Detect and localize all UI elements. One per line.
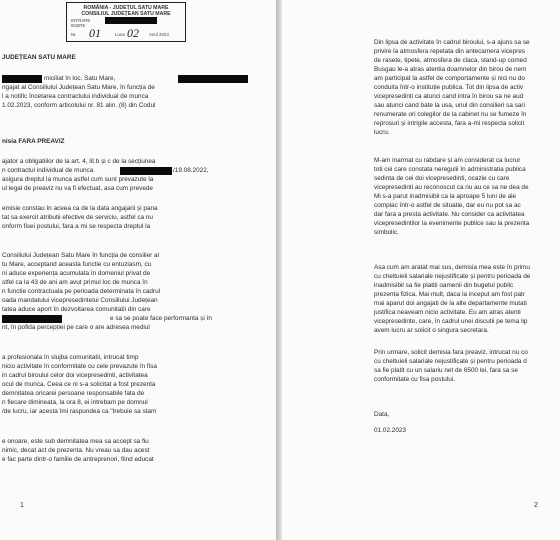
stamp-number-redaction [105, 17, 157, 24]
document-page-1 [0, 0, 276, 540]
doc-line: n fiecare dimineata, la ora 8, ei intrebam pe domnul [2, 399, 148, 406]
stamp-iesire-label: IEȘIRE [71, 23, 86, 28]
doc-line: /de lucru, iar acesta îmi raspundea ca "trebuie sa stam [2, 408, 157, 415]
doc-line: ni aduce experiența acumulata în domeniul privat de [2, 270, 151, 277]
doc-line: Consiliului Județean Satu Mare în funcția de consilier al [2, 252, 160, 259]
doc-line: n functie contractuala pe perioada determinata în cadrul [2, 288, 161, 295]
doc-line: de rasete, tipete, atmosfera de claca, stand-up comed [374, 57, 527, 64]
stamp-year: Anul 2023 [149, 32, 169, 37]
stamp-day: 01 [89, 26, 101, 40]
doc-line: e sa se poate face performanta și în [110, 315, 212, 322]
redaction [2, 75, 42, 83]
stamp-line-1: ROMÂNIA - JUDEȚUL SATU MARE [83, 5, 169, 11]
doc-line: nisia FARA PREAVIZ [2, 138, 65, 145]
doc-line: n contractul individual de munca [2, 167, 94, 174]
registration-stamp [66, 2, 186, 42]
doc-line: vicepresedinti ca atunci cand intra în birou sa ne aud [374, 93, 524, 100]
doc-line: justifica neaveam nicio activitate. Eu am atras atenti [374, 309, 521, 316]
doc-line: /19.08.2022, [173, 167, 209, 174]
doc-line: Din lipsa de activitate în cadrul biroului, s-a ajuns sa se [374, 39, 530, 46]
date-value: 01.02.2023 [374, 427, 406, 434]
doc-line: conduita într-o instituție publica. Tot din lipsa de activ [374, 84, 524, 91]
document-page-2 [282, 0, 560, 540]
doc-line: e onoare, este sub demnitatea mea sa accept sa fiu [2, 438, 149, 445]
doc-line: 1.02.2023, conform articolului nr. 81 alin. (8) din Codul [2, 102, 156, 109]
doc-line: ajator a obligatiilor de la art. 4, lit.b și c de la secțiunea [2, 158, 156, 165]
redaction [120, 167, 172, 175]
doc-line: cu cheltuieli salariale nejustificate și pentru perioada d [374, 358, 527, 365]
doc-line: privire la atmosfera repetata din antecamera vicepres [374, 48, 525, 55]
doc-line: Asa cum am aratat mai sus, demisia mea este în primu [374, 264, 530, 271]
doc-line: Busgau le-a atras atentia doamnelor din birou de nem [374, 66, 527, 73]
doc-line: a profesionala în slujba comunitatii, intrucat timp [2, 354, 139, 361]
doc-line: Prin urmare, solicit demisia fara preaviz, intrucat nu co [374, 349, 528, 356]
doc-line: dar fara a presta activitate. Nu consider ca activitatea [374, 211, 525, 218]
doc-line: ngajat al Consiliului Județean Satu Mare, în funcția de [2, 84, 155, 91]
doc-line: ul legal de preaviz nu va fi efectuat, asa cum prevede [2, 185, 153, 192]
page-number: 2 [534, 502, 538, 509]
doc-line: JUDEȚEAN SATU MARE [2, 54, 76, 61]
doc-line: avem lucru ar solicit o singura secretara. [374, 327, 489, 334]
doc-line: M-am inarmat cu rabdare și am considerat ca lucrur [374, 157, 521, 164]
doc-line: miciliat în loc. Satu Mare, [44, 75, 116, 82]
redaction [2, 315, 62, 323]
doc-line: renumerate ori colegilor de la cabinet nu se fumeze în [374, 111, 527, 118]
doc-line: stfel ca la 43 de ani am avut primul loc de munca în [2, 279, 148, 286]
doc-line: tatea aduce aport în dezvoltarea comunitatii din care [2, 306, 151, 313]
doc-line: conformitate cu fisa postului. [374, 376, 455, 383]
doc-line: vicepresedinti au reconoscut ca nu au ce sa ne dea de [374, 184, 529, 191]
doc-line: toti cei care constata neregulii în administratia publica [374, 166, 526, 173]
doc-line: Mi s-a parut inadmisibil ca la aproape 5 luni de ale [374, 193, 517, 200]
page-number: 1 [20, 502, 24, 509]
redaction [178, 75, 248, 83]
doc-line: sa fie platit cu un salariu net de 6500 lei, fara sa se [374, 367, 518, 374]
doc-line: in cadrul biroului celor doi vicepresedinti, activitatea [2, 372, 148, 379]
doc-line: nt, în pofida percepției pe care o are adresea mediul [2, 324, 150, 331]
doc-line: reprosuri și intrigile accesta, fara a-mi respecta solicit [374, 120, 525, 127]
doc-line: ocul de munca. Ceea ce ni s-a solicitat a fost prezenta [2, 381, 156, 388]
stamp-line-2: CONSILIUL JUDEȚEAN SATU MARE [81, 11, 171, 17]
doc-line: mai aparut doi angajati de la alte departamente mutati [374, 300, 527, 307]
doc-line: nimic, decat act de prezenta. Nu vreau sa dau acest [2, 447, 150, 454]
doc-line: sau atunci cand bate la usa, unul din consilieri sa sari [374, 102, 525, 109]
doc-line: cu cheltuieli salariale nejustificate și pentru perioada de [374, 273, 531, 280]
doc-line: nicio activitate în conformitate cu cele prevazute în fisa [2, 363, 157, 370]
stamp-intrare-label: INTRARE [71, 18, 91, 23]
date-label: Data, [374, 411, 390, 418]
doc-line: complac într-o astfel de situatie, dar eu nu pot sa ac [374, 202, 521, 209]
doc-line: vicepresedintilor la evenimente publice sau la prezenta [374, 220, 530, 227]
stamp-nr-label: Nr. [71, 32, 77, 37]
doc-line: inadmisibil sa fie platiti oamenii din bugetul public [374, 282, 514, 289]
doc-line: e fac parte dintr-o familie de antreprenori, fiind educat [2, 456, 154, 463]
doc-line: tat sa exercit atributii efective de serviciu, astfel ca nu [2, 214, 153, 221]
doc-line: oada mandatului vicepresedintelui Consiliului Județean [2, 297, 158, 304]
doc-line: sedinta de cei doi vicepresedinti, ocazie cu care [374, 175, 510, 182]
doc-line: prezenta fizica. Mai mult, daca la inceput am fost patr [374, 291, 525, 298]
stamp-luna-label: Luna [115, 32, 125, 37]
doc-line: am participat la astfel de comportamente și nici nu do [374, 75, 525, 82]
doc-line: asigura dreptul la munca astfel cum sunt prevazute la [2, 176, 154, 183]
stamp-month: 02 [127, 26, 139, 40]
doc-line: l a notific încetarea contractului individual de munca [2, 93, 149, 100]
doc-line: tu Mare, acceptand aceasta functie cu entuziasm, cu [2, 261, 152, 268]
doc-line: simbolic. [374, 229, 399, 236]
doc-line: demnitatea oricarei persoane responsabile fata de [2, 390, 145, 397]
doc-line: vicepresedinte, care, în cadrul unei discutii pe tema lip [374, 318, 528, 325]
doc-line: emisie constau în aceea ca de la data angajarii și pana [2, 205, 158, 212]
doc-line: lucru. [374, 129, 390, 136]
doc-line: onform fisei postului, fara a mi se respecta dreptul la [2, 223, 151, 230]
